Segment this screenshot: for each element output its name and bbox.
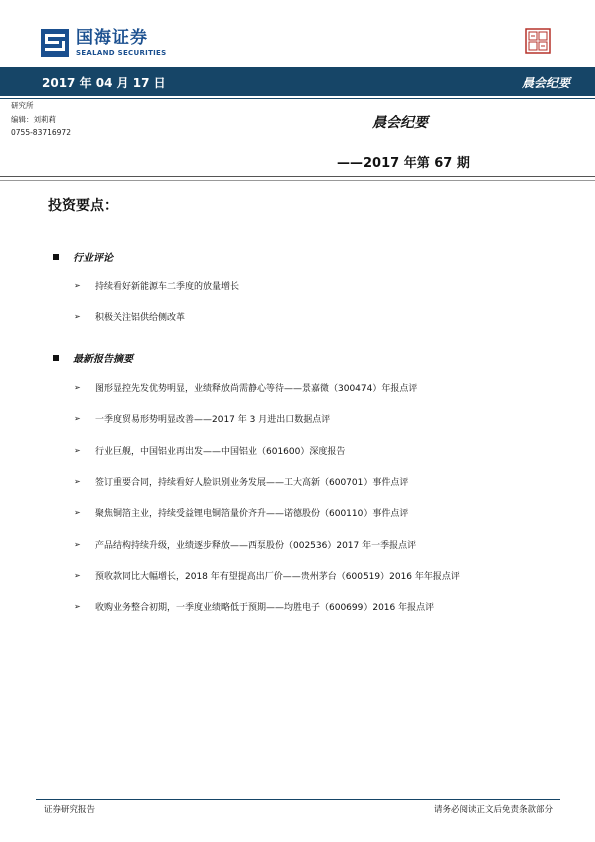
list-item-text: 产品结构持续升级，业绩逐步释放——西泵股份（002536）2017 年一季报点评 bbox=[95, 541, 417, 551]
arrow-bullet-icon: ➢ bbox=[74, 446, 81, 455]
sealand-logo-icon bbox=[40, 28, 70, 58]
list-item[interactable] bbox=[74, 538, 416, 551]
list-item-text: 积极关注铝供给侧改革 bbox=[95, 313, 186, 323]
list-item-text: 签订重要合同，持续看好人脸识别业务发展——工大高新（600701）事件点评 bbox=[95, 478, 409, 488]
company-logo bbox=[40, 26, 166, 60]
list-item[interactable] bbox=[74, 506, 408, 519]
arrow-bullet-icon: ➢ bbox=[74, 383, 81, 392]
section-heading bbox=[53, 350, 133, 365]
list-item-text: 图形显控先发优势明显，业绩释放尚需静心等待——景嘉微（300474）年报点评 bbox=[95, 384, 418, 394]
footer-left-text: 证券研究报告 bbox=[44, 805, 96, 815]
list-item-text: 预收款同比大幅增长，2018 年有望提高出厂价——贵州茅台（600519）2016 年年报点评 bbox=[95, 572, 460, 582]
banner-underline bbox=[0, 98, 595, 99]
list-item[interactable] bbox=[74, 310, 185, 323]
list-item-text: 收购业务整合初期，一季度业绩略低于预期——均胜电子（600699）2016 年报点评 bbox=[95, 603, 435, 613]
section-heading-text: 最新报告摘要 bbox=[73, 354, 133, 365]
list-item[interactable] bbox=[74, 569, 460, 582]
issue-number: ——2017 年第 67 期 bbox=[337, 156, 470, 171]
list-item[interactable] bbox=[74, 444, 345, 457]
report-date: 2017 年 04 月 17 日 bbox=[42, 76, 166, 90]
banner-title: 晨会纪要 bbox=[521, 76, 570, 90]
meta-dept: 研究所 bbox=[11, 101, 34, 110]
footer-divider bbox=[36, 799, 560, 800]
section-heading-text: 行业评论 bbox=[73, 253, 113, 264]
logo-cn-text: 国海证券 bbox=[76, 27, 148, 48]
key-points-heading: 投资要点： bbox=[48, 198, 118, 214]
list-item[interactable] bbox=[74, 475, 408, 488]
arrow-bullet-icon: ➢ bbox=[74, 571, 81, 580]
list-item[interactable] bbox=[74, 412, 330, 425]
square-bullet-icon bbox=[53, 355, 59, 361]
footer-right-text: 请务必阅读正文后免责条款部分 bbox=[433, 805, 553, 815]
list-item[interactable] bbox=[74, 600, 434, 613]
title-divider-secondary bbox=[0, 180, 595, 181]
arrow-bullet-icon: ➢ bbox=[74, 312, 81, 321]
list-item-text: 一季度贸易形势明显改善——2017 年 3 月进出口数据点评 bbox=[95, 415, 331, 425]
section-heading bbox=[53, 249, 113, 264]
arrow-bullet-icon: ➢ bbox=[74, 508, 81, 517]
arrow-bullet-icon: ➢ bbox=[74, 414, 81, 423]
header-banner bbox=[0, 67, 595, 96]
meta-phone: 0755-83716972 bbox=[11, 128, 71, 137]
arrow-bullet-icon: ➢ bbox=[74, 281, 81, 290]
list-item[interactable] bbox=[74, 279, 239, 292]
list-item-text: 聚焦铜箔主业，持续受益锂电铜箔量价齐升——诺德股份（600110）事件点评 bbox=[95, 509, 409, 519]
title-divider bbox=[0, 176, 595, 177]
list-item-text: 持续看好新能源车二季度的放量增长 bbox=[95, 282, 240, 292]
arrow-bullet-icon: ➢ bbox=[74, 602, 81, 611]
list-item-text: 行业巨舰，中国铝业再出发——中国铝业（601600）深度报告 bbox=[95, 447, 346, 457]
arrow-bullet-icon: ➢ bbox=[74, 477, 81, 486]
arrow-bullet-icon: ➢ bbox=[74, 540, 81, 549]
document-title: 晨会纪要 bbox=[372, 115, 428, 131]
square-bullet-icon bbox=[53, 254, 59, 260]
meta-editor: 编辑：刘莉莉 bbox=[11, 115, 56, 124]
seal-stamp-icon bbox=[525, 28, 551, 54]
logo-en-text: SEALAND SECURITIES bbox=[76, 48, 167, 57]
list-item[interactable] bbox=[74, 381, 417, 394]
